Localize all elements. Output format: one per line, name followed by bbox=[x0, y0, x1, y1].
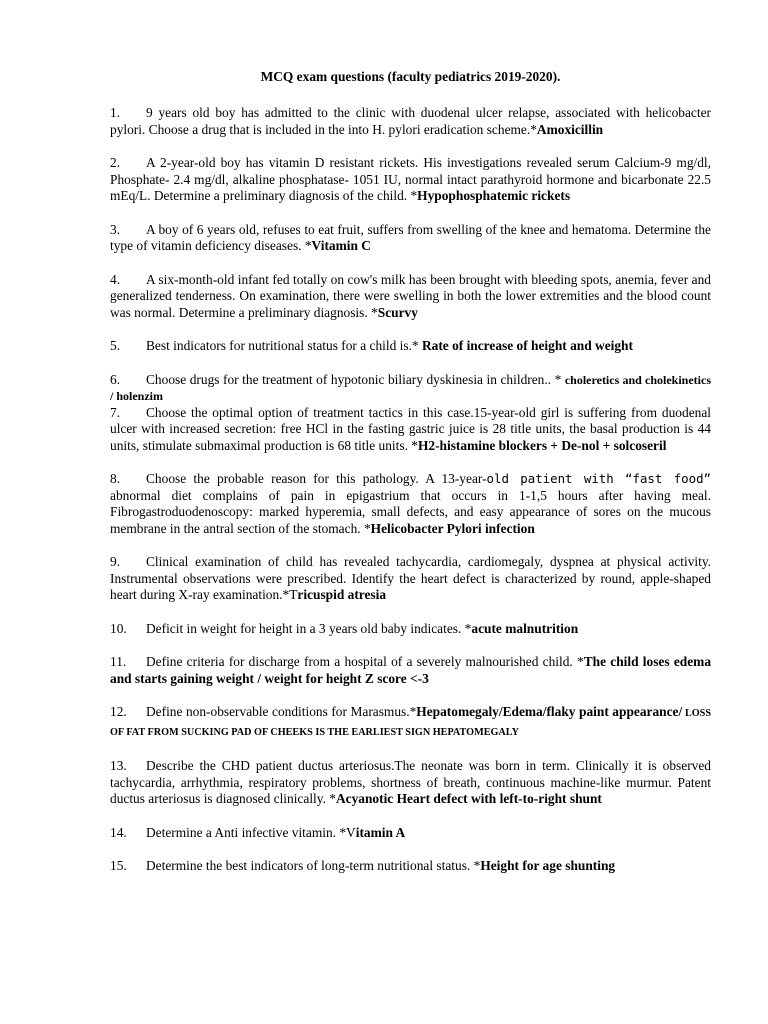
question-8: 8. Choose the probable reason for this pathology. A 13-year-old patient with “fast food” abnormal diet complains of pain in epigastrium that occurs in 1-1,5 hours after having meal. Fibrogastroduodenoscopy: marked hyperemia, small defects, and easy appearance of sores on the mucous membrane in the antral section of the stomach. *Helicobacter Pylori infection bbox=[110, 471, 711, 536]
answer-4: Scurvy bbox=[377, 304, 418, 320]
question-13: 13. Describe the CHD patient ductus arteriosus.The neonate was born in term. Clinically it is observed tachycardia, arrhythmia, respiratory problems, shortness of breath, continuous machine-like murmur. Patent ductus arteriosus is diagnosed clinically. *Acyanotic Heart defect with left-to-right shunt bbox=[110, 758, 711, 806]
question-6: 6. Choose drugs for the treatment of hypotonic biliary dyskinesia in children.. * choleretics and cholekinetics / holenzim bbox=[110, 371, 711, 403]
answer-8: Helicobacter Pylori infection bbox=[370, 520, 535, 536]
page-title: MCQ exam questions (faculty pediatrics 2019-2020). bbox=[260, 69, 561, 84]
question-2: 2. A 2-year-old boy has vitamin D resistant rickets. His investigations revealed serum Calcium-9 mg/dl, Phosphate- 2.4 mg/dl, alkaline phosphatase- 1051 IU, normal intact parathyroid hormone and bicarbonate 22.5 mEq/L. Determine a preliminary diagnosis of the child. *Hypophosphatemic rickets bbox=[110, 155, 711, 203]
question-11: 11. Define criteria for discharge from a hospital of a severely malnourished child. *The child loses edema and starts gaining weight / weight for height Z score <-3 bbox=[110, 654, 712, 686]
answer-2: Hypophosphatemic rickets bbox=[417, 188, 571, 203]
answer-13: Acyanotic Heart defect with left-to-right shunt bbox=[335, 791, 602, 806]
question-14: 14. Determine a Anti infective vitamin. *Vitamin A bbox=[110, 824, 406, 840]
answer-10: acute malnutrition bbox=[471, 620, 579, 636]
answer-9: ricuspid atresia bbox=[297, 587, 387, 602]
answer-7: H2-histamine blockers + De-nol + solcoseril bbox=[417, 437, 667, 453]
question-3: 3. A boy of 6 years old, refuses to eat fruit, suffers from swelling of the knee and hematoma. Determine the type of vitamin deficiency diseases. *Vitamin C bbox=[110, 221, 711, 253]
answer-5: Rate of increase of height and weight bbox=[421, 338, 633, 353]
question-15: 15. Determine the best indicators of long-term nutritional status. *Height for age shunting bbox=[110, 858, 616, 873]
answer-15: Height for age shunting bbox=[480, 858, 616, 873]
answer-12: Hepatomegaly/Edema/flaky paint appearance/ bbox=[416, 704, 683, 719]
answer-3: Vitamin C bbox=[311, 238, 371, 253]
question-7: 7. Choose the optimal option of treatment tactics in this case.15-year-old girl is suffering from duodenal ulcer with increased secretion: free HCl in the fasting gastric juice is 28 title units, the basal production is 44 units, stimulate submaximal production is 68 title units. *H2-histamine blockers + De-nol + solcoseril bbox=[110, 404, 711, 453]
question-12: 12. Define non-observable conditions for Marasmus.*Hepatomegaly/Edema/flaky paint appearance/ LOSS OF FAT FROM SUCKING PAD OF CHEEKS IS THE EARLIEST SIGN HEPATOMEGALY bbox=[110, 704, 711, 738]
question-1: 1. 9 years old boy has admitted to the clinic with duodenal ulcer relapse, associated with helicobacter pylori. Choose a drug that is included in the into H. pylori eradication scheme.*Amoxicillin bbox=[110, 105, 711, 137]
question-5: 5. Best indicators for nutritional status for a child is.* Rate of increase of height and weight bbox=[110, 338, 633, 353]
answer-1: Amoxicillin bbox=[536, 121, 604, 137]
answer-14: itamin A bbox=[355, 824, 406, 840]
question-10: 10. Deficit in weight for height in a 3 years old baby indicates. *acute malnutrition bbox=[110, 620, 579, 636]
answer-11: The child loses edema and starts gaining weight / weight for height Z score <-3 bbox=[110, 654, 712, 686]
answer-12-note: LOSS OF FAT FROM SUCKING PAD OF CHEEKS IS THE EARLIEST SIGN HEPATOMEGALY bbox=[110, 708, 711, 738]
question-4: 4. A six-month-old infant fed totally on cow's milk has been brought with bleeding spots, anemia, fever and generalized tenderness. On examination, there were swelling in both the lower extremities and the blood count was normal. Determine a preliminary diagnosis. *Scurvy bbox=[110, 271, 711, 320]
question-9: 9. Clinical examination of child has revealed tachycardia, cardiomegaly, dyspnea at physical activity. Instrumental observations were prescribed. Identify the heart defect is characterized by round, apple-shaped heart during X-ray examination.*Tricuspid atresia bbox=[110, 554, 711, 602]
answer-6: choleretics and cholekinetics / holenzim bbox=[110, 372, 711, 403]
